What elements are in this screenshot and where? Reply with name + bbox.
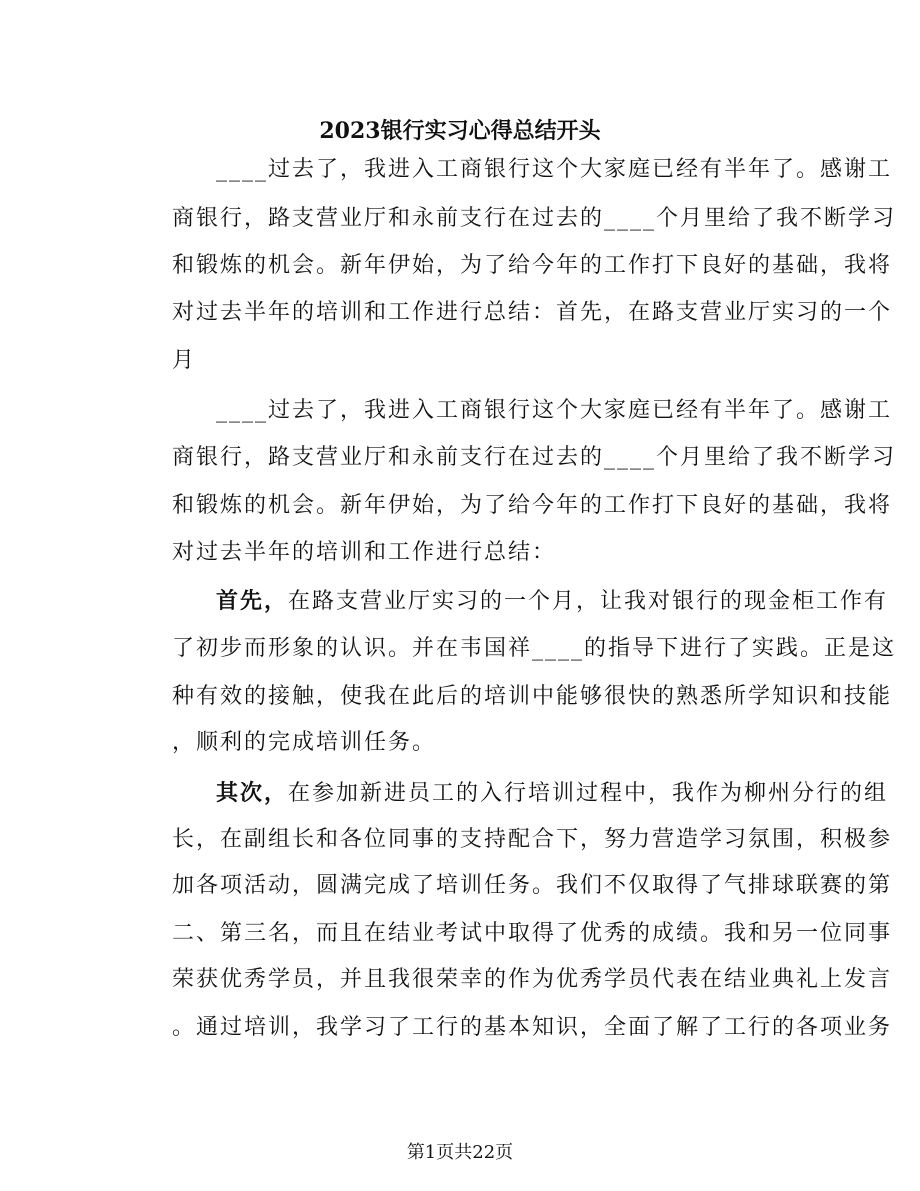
text-line: ，顺利的完成培训任务。 bbox=[172, 730, 437, 755]
text-line: 对过去半年的培训和工作进行总结：首先，在路支营业厅实习的一个 bbox=[172, 300, 893, 325]
document-title: 2023银行实习心得总结开头 bbox=[319, 118, 601, 144]
text-line: 商银行，路支营业厅和永前支行在过去的____个月里给了我不断学习 bbox=[172, 445, 897, 470]
text-line: 商银行，路支营业厅和永前支行在过去的____个月里给了我不断学习 bbox=[172, 206, 897, 231]
text-line: 加各项活动，圆满完成了培训任务。我们不仅取得了气排球联赛的第 bbox=[172, 873, 893, 898]
text-span: 在路支营业厅实习的一个月，让我对银行的现金柜工作有 bbox=[288, 589, 889, 614]
bold-lead: 其次， bbox=[216, 780, 289, 806]
bold-lead: 首先， bbox=[216, 588, 289, 614]
text-line: 种有效的接触，使我在此后的培训中能够很快的熟悉所学知识和技能 bbox=[172, 684, 893, 709]
text-line: 荣获优秀学员，并且我很荣幸的作为优秀学员代表在结业典礼上发言 bbox=[172, 967, 893, 992]
text-line bbox=[216, 779, 888, 808]
text-line: 长，在副组长和各位同事的支持配合下，努力营造学习氛围，积极参 bbox=[172, 827, 893, 852]
page-footer: 第1页共22页 bbox=[406, 1142, 514, 1163]
text-line: 了初步而形象的认识。并在韦国祥____的指导下进行了实践。正是这 bbox=[172, 636, 897, 661]
text-span: 在参加新进员工的入行培训过程中，我作为柳州分行的组 bbox=[288, 781, 889, 806]
text-line bbox=[216, 587, 888, 616]
text-line: 。通过培训，我学习了工行的基本知识，全面了解了工行的各项业务 bbox=[172, 1015, 893, 1040]
text-line: 二、第三名，而且在结业考试中取得了优秀的成绩。我和另一位同事 bbox=[172, 921, 893, 946]
text-line: 月 bbox=[172, 348, 197, 373]
text-line: 和锻炼的机会。新年伊始，为了给今年的工作打下良好的基础，我将 bbox=[172, 493, 893, 518]
text-line: ____过去了，我进入工商银行这个大家庭已经有半年了。感谢工 bbox=[216, 398, 893, 423]
text-line: 和锻炼的机会。新年伊始，为了给今年的工作打下良好的基础，我将 bbox=[172, 253, 893, 278]
text-line: ____过去了，我进入工商银行这个大家庭已经有半年了。感谢工 bbox=[216, 157, 893, 182]
text-line: 对过去半年的培训和工作进行总结： bbox=[172, 540, 557, 565]
